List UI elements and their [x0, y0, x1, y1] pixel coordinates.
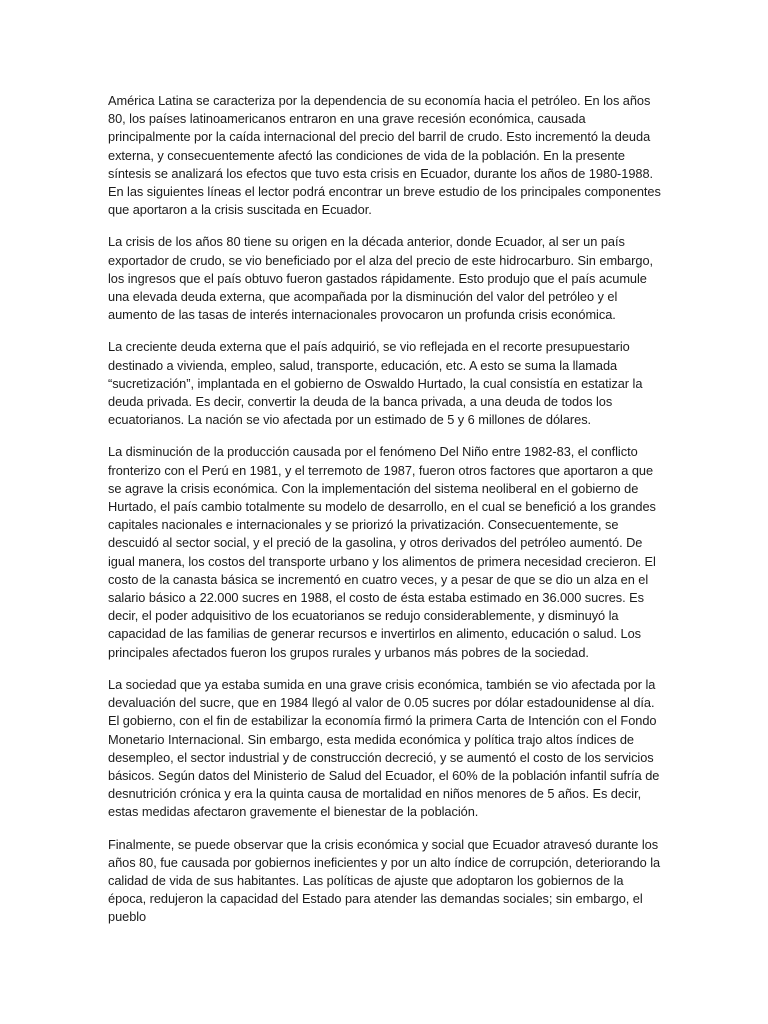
paragraph-origin: La crisis de los años 80 tiene su origen en la década anterior, donde Ecuador, al ser un país exportador de crudo, se vio beneficiado por el alza del precio de este hidrocarburo. Sin embargo, los ingresos que el país obtuvo fueron gastados rápidamente. Esto produjo que el país acumule una elevada deuda externa, que acompañada por la disminución del valor del petróleo y el aumento de las tasas de interés internacionales provocaron un profunda crisis económica. [108, 234, 654, 323]
paragraph-intro: América Latina se caracteriza por la dependencia de su economía hacia el petróleo. En los años 80, los países latinoamericanos entraron en una grave recesión económica, causada principalmente por la caída internacional del precio del barril de crudo. Esto incrementó la deuda externa, y consecuentemente afectó las condiciones de vida de la población. En la presente síntesis se analizará los efectos que tuvo esta crisis en Ecuador, durante los años de 1980-1988. En las siguientes líneas el lector podrá encontrar un breve estudio de los principales componentes que aportaron a la crisis suscitada en Ecuador. [108, 93, 661, 218]
document-body [108, 92, 663, 941]
paragraph-factors: La disminución de la producción causada por el fenómeno Del Niño entre 1982-83, el conflicto fronterizo con el Perú en 1981, y el terremoto de 1987, fueron otros factores que aportaron a que se agrave la crisis económica. Con la implementación del sistema neoliberal en el gobierno de Hurtado, el país cambio totalmente su modelo de desarrollo, en el cual se benefició a los grandes capitales nacionales e internacionales y se priorizó la privatización. Consecuentemente, se descuidó al sector social, y el preció de la gasolina, y otros derivados del petróleo aumentó. De igual manera, los costos del transporte urbano y los alimentos de primera necesidad crecieron. El costo de la canasta básica se incrementó en cuatro veces, y a pesar de que se dio un alza en el salario básico a 22.000 sucres en 1988, el costo de ésta estaba estimado en 36.000 sucres. Es decir, el poder adquisitivo de los ecuatorianos se redujo considerablemente, y disminuyó la capacidad de las familias de generar recursos e invertirlos en alimento, educación o salud. Los principales afectados fueron los grupos rurales y urbanos más pobres de la sociedad. [108, 444, 656, 660]
paragraph-devaluation: La sociedad que ya estaba sumida en una grave crisis económica, también se vio afectada por la devaluación del sucre, que en 1984 llegó al valor de 0.05 sucres por dólar estadounidense al día. El gobierno, con el fin de estabilizar la economía firmó la primera Carta de Intención con el Fondo Monetario Internacional. Sin embargo, esta medida económica y política trajo altos índices de desempleo, el sector industrial y de construcción decreció, y se aumentó el costo de los servicios básicos. Según datos del Ministerio de Salud del Ecuador, el 60% de la población infantil sufría de desnutrición crónica y era la quinta causa de mortalidad en niños menores de 5 años. Es decir, estas medidas afectaron gravemente el bienestar de la población. [108, 676, 660, 820]
paragraph-conclusion: Finalmente, se puede observar que la crisis económica y social que Ecuador atravesó durante los años 80, fue causada por gobiernos ineficientes y por un alto índice de corrupción, deteriorando la calidad de vida de sus habitantes. Las políticas de ajuste que adoptaron los gobiernos de la época, redujeron la capacidad del Estado para atender las demandas sociales; sin embargo, el pueblo [108, 836, 661, 925]
paragraph-debt: La creciente deuda externa que el país adquirió, se vio reflejada en el recorte presupuestario destinado a vivienda, empleo, salud, transporte, educación, etc. A esto se suma la llamada “sucretización”, implantada en el gobierno de Oswaldo Hurtado, la cual consistía en estatizar la deuda privada. Es decir, convertir la deuda de la banca privada, a una deuda de todos los ecuatorianos. La nación se vio afectada por un estimado de 5 y 6 millones de dólares. [108, 339, 643, 428]
